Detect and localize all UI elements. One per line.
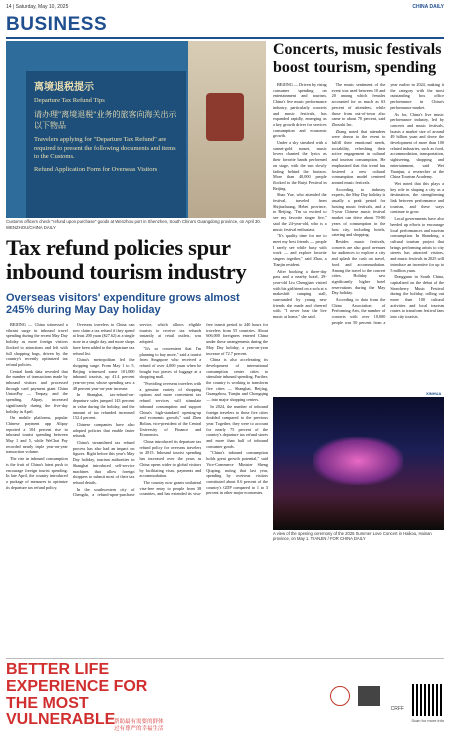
ad-line: EXPERIENCE FOR bbox=[6, 677, 148, 695]
story-paragraph: China is also accelerating its development of international consumption center cities to stimulate inbound spending. Further, the country is working to transform five cities — Shanghai, Beijing, Guangzhou, Tianjin and Chongqing — into major shopping centers. bbox=[206, 357, 268, 403]
side-headline: Concerts, music festivals boost tourism, spending bbox=[273, 41, 442, 76]
story-paragraph: The music sentiment of the event was used between 10 and 20 among which females accounted for as much as 63 percent of attendees, while those from out-of-town also came to about 70 percent, said Zhoushi Inc. bbox=[331, 82, 386, 127]
concert-photo bbox=[273, 397, 444, 530]
story-paragraph: China's streamlined tax refund process has also had an impact on figures. Right before this year's May Day holiday, tourism authorities in Shanghai introduced self-service machines that allow foreign shoppers to submit most of their tax refund details. bbox=[72, 440, 135, 485]
sponsor-logo-icon bbox=[358, 686, 380, 706]
concert-photo-caption: A view of the opening ceremony of the 2025 Summer Love Concert in Haikou, Hainan province, on May 1. TIANJIN / FOR CHINA DAILY bbox=[273, 531, 432, 542]
logo-text: CRFF bbox=[390, 706, 404, 712]
qr-code-icon[interactable] bbox=[412, 684, 444, 716]
story-paragraph: On mobile platforms, popular Chinese payment app Alipay reported a 104 percent rise in inbound tourist spending between May 1 and 5, while WeChat Pay recorded nearly triple year-on-year transaction volume. bbox=[6, 415, 68, 455]
story-paragraph: China's metropolitan led the shopping surge. From May 1 to 5, Beijing witnessed some 101,000 inbound tourists, up 41.4 percent year-on-year, whose spending saw a 48 percent year-on-year increase. bbox=[72, 357, 135, 391]
ad-cn-line: 帮助最有需要的群体 bbox=[114, 719, 164, 725]
story-paragraph: Zhang noted that attendees were drawn to the event to fulfill their emotional needs, sociability, refreshing their active engagement in cultural and tourism consumption. He emphasized that this trend has fostered a new cultural consumption model centered around music festivals. bbox=[331, 128, 386, 185]
story-paragraph: China introduced its departure tax refund policy for overseas travelers in 2015. Inbound tourist spending has increased over the years as China opens wider to global visitors by facilitating visas, payments and accommodation. bbox=[139, 439, 202, 479]
sign-chinese-title: 离境退税提示 bbox=[34, 82, 94, 93]
ad-cn-line: 过有尊严的幸福生活 bbox=[114, 725, 164, 732]
story-paragraph: Local governments have also heeded up efforts to encourage local performances and tourism consumption. In Shandong, a cultural tourism project that brings performing artists to city streets has attracted visitors, and music festivals in 2025 will introduce an incentive for up to 5 million yuan. bbox=[390, 216, 444, 273]
main-headline: Tax refund policies spur inbound tourism industry bbox=[6, 235, 247, 284]
section-title: BUSINESS bbox=[6, 14, 108, 35]
story-paragraph: According to data from the China Association of Performing Arts, the number of concerts with over 10,000 people was 50 percent from a year earlier in 2024, making it the category with the most outstanding box office performance in China's performance market. bbox=[331, 82, 444, 325]
page-info: 14 | Saturday, May 10, 2025 bbox=[6, 4, 69, 10]
side-story-body bbox=[273, 82, 444, 391]
story-paragraph: Wei noted that this plays a key role in shaping a city as a destination, the strengthening link between performance and tourism, and these ways continue to grow. bbox=[390, 180, 444, 215]
ad-line: VULNERABLE bbox=[6, 711, 116, 729]
charity-logo-icon bbox=[330, 686, 350, 706]
story-paragraph: Under a sky streaked with a sunset-gold sunset, music lovers chanted the lyrics as their favorite bands performed on stage, with the sun slowly fading behind the horizon. More than 40,000 people flocked to the Ruiyi Festival in Beijing. bbox=[273, 140, 327, 191]
story-paragraph: The rise in inbound consumption is the fruit of China's latest push to encourage foreign tourist spending. In late April, the country introduced a package of measures to optimize its departure tax refund policy. bbox=[6, 456, 68, 490]
byline: XINHUA bbox=[426, 391, 442, 396]
story-paragraph: Besides music festivals, concerts are also good avenues for audiences to explore a city and splash the cash on travel, food and accommodation. Among the travel to the concert cities, Holiday saw significantly higher hotel reservations during the May Day holiday. bbox=[331, 238, 386, 296]
story-paragraph: Overseas travelers to China can now claim a tax refund if they spend at least 200 yuan ($27.62) at a single store in a single day, and more shops have been added to the departure tax refund list. bbox=[72, 322, 135, 356]
story-paragraph: As for, China's live music performance industry, led by concerts and music festivals, boasts a market size of around 49 billion yuan and drove the development of more than 100 related industries, such as food, accommodation, transportation, sightseeing, shopping and entertainment, said Wei Yuanjun, a researcher at the China Tourism Academy. bbox=[390, 111, 444, 180]
story-paragraph: Chinese companies have also adopted policies that enable faster refunds. bbox=[72, 421, 135, 439]
story-paragraph: BEIJING — Driven by rising consumer spending on entertainment and tourism, China's live music performance industry, particularly concerts and music festivals, has expanded rapidly, emerging as a key growth driver for services consumption and economic growth. bbox=[273, 82, 327, 139]
story-paragraph: "China's inbound consumption holds great growth potential," said Vice-Commerce Minister Sheng Qiuping, noting that last year, spending by overseas visitors constituted about 0.6 percent of the country's GDP compared to 1 to 3 percent in other major economies. bbox=[206, 450, 268, 496]
sign-item: Refund Application Form for Overseas Visitors bbox=[34, 166, 158, 174]
main-story-body bbox=[6, 322, 268, 652]
crowd-silhouette bbox=[273, 494, 444, 530]
ad-divider bbox=[6, 658, 444, 659]
sign-english-subtitle: Departure Tax Refund Tips bbox=[34, 96, 105, 104]
charity-advertisement bbox=[6, 662, 444, 742]
story-paragraph: "It's quality time for me to meet my best friends — people I rarely see while busy with work — and explore favorite singers together," said Zhao, a Tianjin resident. bbox=[273, 233, 327, 267]
story-paragraph: The country now grants unilateral visa-free entry to people from 38 countries, and has extended its visa-free transit period to 240 hours for travelers from 55 countries. About 606,000 foreigners entered China under these arrangements during the May Day holiday, a year-on-year increase of 72.7 percent. bbox=[139, 322, 268, 497]
story-paragraph: Central bank data revealed that the number of transactions made by inbound visitors and processed through card payment giant China UnionPay — Tenpay, and the spending, Alipay, increased significantly during the five-day holiday in April. bbox=[6, 368, 68, 414]
sign-english-text: Travelers applying for "Departure Tax Refund" are required to present the following documents and items to the Customs. bbox=[34, 135, 176, 161]
story-paragraph: BEIJING — China witnessed a vibrant surge in inbound travel spending during the recent May Day holiday as more foreign visitors flocked to attractions and left with full shopping bags, driven by the country's recently optimized tax refund policies. bbox=[6, 322, 68, 367]
ad-chinese-text bbox=[114, 719, 164, 732]
sign-chinese-text: 请办理"离境退税"业务的旅客向海关出示以下物品 bbox=[34, 110, 177, 131]
story-paragraph: "Providing overseas travelers with a genuine variety of shopping options and more convenient tax refund services will stimulate inbound consumption and support China's high-standard opening-up and economic growth," said Zhen Bolian, vice-president of the Central University of Finance and Economics. bbox=[139, 381, 202, 438]
ad-line: BETTER LIFE bbox=[6, 661, 110, 678]
qr-label: Scan for more info bbox=[411, 718, 444, 723]
story-paragraph: In the southwestern city of Chengdu, a refund-upon-purchase service, which allows eligible tourists to receive tax refunds instantly at retail outlets, was adopted. bbox=[72, 322, 202, 498]
photo-caption: Customs officers check "refund upon purchase" goods at Wenzhou port in Shenzhen, South China's Guangdong province, on April 30. WENZHOU/CHINA DAILY bbox=[6, 219, 261, 230]
section-rule bbox=[6, 37, 444, 39]
story-paragraph: "It's so convenient that I'm planning to buy more," said a tourist from Singapore who received a refund of over 4,000 yuan when he bought two pieces of luggage at a shopping mall. bbox=[139, 345, 202, 380]
story-paragraph: In Shanghai, tax-refund-on-departure sales jumped 143 percent in value during the holiday, and the amount of tax refunded increased 152.4 percent. bbox=[72, 392, 135, 421]
page-header bbox=[6, 3, 444, 13]
story-paragraph: According to industry experts, the May Day holiday is usually a peak period for hosting music festivals, and a 5-year Chinese music festival market can drive about 70-80 years of consumption in the host city, including hotels, catering and shopping. bbox=[331, 186, 386, 238]
shopping-bag-image bbox=[206, 93, 244, 141]
paper-name: CHINA DAILY bbox=[412, 4, 444, 10]
tax-refund-sign bbox=[26, 71, 186, 218]
story-paragraph: In 2024, the number of inbound foreign travelers to those five cities doubled compared to the previous year. Together, they were to account for nearly 75 percent of the country's departure tax refund stores and more than half of inbound consumer goods. bbox=[206, 403, 268, 449]
story-paragraph: Shao Yue, who attended the festival, traveled from Shijiazhuang, Hebei province, to Beijing. "I'm so excited to see my favorite singer live," said the 24-year-old, who is a music festival enthusiast. bbox=[273, 192, 327, 232]
main-subhead: Overseas visitors' expenditure grows almost 245% during May Day holiday bbox=[6, 292, 240, 317]
story-paragraph: Dongguan in South China, capitalized on the debut of the Strawberry Music Festival during the holiday, rolling out more than 100 cultural activities and local tourism routes to transform festival fans into city tourists. bbox=[390, 274, 444, 320]
customs-photo bbox=[6, 41, 266, 218]
stage-lights bbox=[313, 437, 403, 485]
story-paragraph: After booking a three-day pass and a nearby hotel, 29-year-old Liu Chengjian visited with his girlfriend on a sofa at a makeshift camping stall, surrounded by young new friends she made and cheered with. "I never hear the live music at home," she said. bbox=[273, 268, 327, 320]
ad-line: THE MOST bbox=[6, 694, 89, 712]
